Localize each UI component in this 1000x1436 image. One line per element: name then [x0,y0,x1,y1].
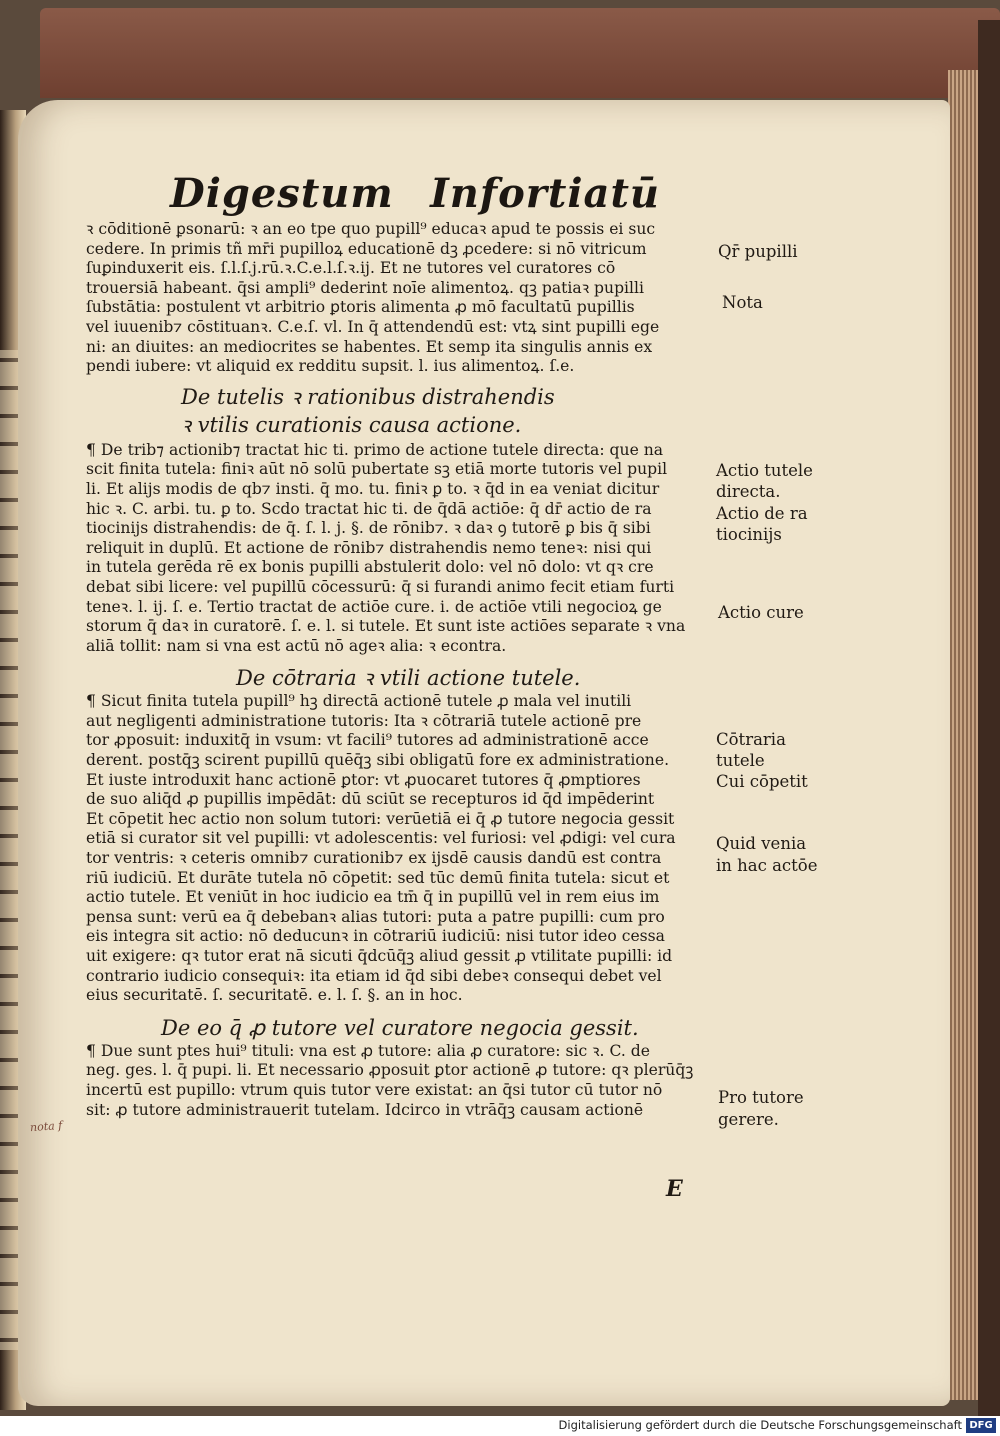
book-cover-edge [978,20,1000,1416]
margin-note: Pro tutore [718,1088,804,1107]
text-line: ¶ De trib⁊ actionib⁊ tractat hic ti. primo de actione tutele directa: que na [86,440,664,459]
section-title: De cōtraria ꝛ vtili actione tutele. [236,666,581,691]
text-line: derent. postq̄ꝫ scirent pupillū quēq̄ꝫ sibi obligatū fore ex administratione. [86,751,670,770]
text-line: contrario iudicio consequiꝛ: ita etiam id q̄d sibi debeꝛ consequi debet vel [86,966,662,985]
text-line: actio tutele. Et veniūt in hoc iudicio ea tm̄ q̄ in pupillū vel in rem eius im [86,888,660,907]
section-title: De eo q̄ ꝓ tutore vel curatore negocia gessit. [161,1015,639,1040]
text-line: eis integra sit actio: nō deducunꝛ in cōtrariū iudiciū: nisi tutor ideo cessa [86,927,665,946]
text-line: ꝛ cōditionē ꝑsonarū: ꝛ an eo tpe quo pupill⁹ educaꝛ apud te possis ei suc [86,220,656,238]
margin-note: Nota [722,293,763,312]
margin-note: tutele [716,751,765,770]
text-line: trouersiā habeant. q̄si ampli⁹ dederint noīe alimentoꝝ. qꝫ patiaꝛ pupilli [86,278,645,297]
text-line: debat sibi licere: vel pupillū cōcessurū: q̄ si furandi animo fecit etiam furti [86,577,675,596]
margin-note: Quid venia [716,834,807,853]
text-line: tor ꝓposuit: induxitq̄ in vsum: vt facili⁹ tutores ad administrationē acce [86,731,649,750]
text-line: in tutela gerēda rē ex bonis pupilli abstulerit dolo: vel nō dolo: vt qꝛ cre [86,558,654,577]
section-title: De tutelis ꝛ rationibus distrahendis [181,384,555,409]
margin-note: Cui cōpetit [716,772,808,791]
text-line: reliquit in duplū. Et actione de rōnib⁊ distrahendis nemo teneꝛ: nisi qui [86,538,652,557]
text-line: eius securitatē. ſ. securitatē. e. l. ſ. §. an in hoc. [86,986,463,1005]
text-line: tiocinijs distrahendis: de q̄. ſ. l. j. §. de rōnib⁊. ꝛ daꝛ ꝯ tutorē ꝑ bis q̄ sibi [86,519,651,538]
handwritten-annotation: nota f [29,1118,63,1135]
text-line: vel iuuenib⁊ cōstituanꝛ. C.e.ſ. vl. In q̄ attendendū est: vtꝝ sint pupilli ege [86,317,660,336]
text-line: scit finita tutela: finiꝛ aūt nō solū pubertate sꝫ etiā morte tutoris vel pupil [86,460,668,479]
margin-note: Actio cure [718,603,804,622]
running-head [170,170,660,217]
text-line: ſuꝑinduxerit eis. ſ.l.ſ.j.rū.ꝛ.C.e.l.ſ.ꝛ.ij. Et ne tutores vel curatores cō [86,259,616,278]
margin-note: Actio tutele [716,461,813,480]
margin-note: gerere. [718,1110,779,1129]
text-line: riū iudiciū. Et durāte tutela nō cōpetit: sed tūc demū finita tutela: sicut et [86,868,670,887]
text-line: pensa sunt: verū ea q̄ debebanꝛ alias tutori: puta a patre pupilli: cum pro [86,907,665,926]
dfg-logo: DFG [966,1418,996,1433]
margin-note: in hac actōe [716,856,818,875]
text-line: neg. ges. l. q̄ pupi. li. Et necessario ꝓposuit ꝑtor actionē ꝓ tutore: qꝛ plerūq̄ꝫ [86,1061,694,1080]
page-edges [948,70,982,1400]
text-line: teneꝛ. l. ij. ſ. e. Tertio tractat de actiōe cure. i. de actiōe vtili negocioꝝ ge [86,597,662,616]
text-line: aliā tollit: nam si vna est actū nō ageꝛ alia: ꝛ econtra. [86,636,507,655]
text-line: de suo aliq̄d ꝓ pupillis impēdāt: dū sciūt se recepturos id q̄d impēderint [86,790,655,809]
text-line: etiā si curator sit vel pupilli: vt adolescentis: vel furiosi: vel ꝓdigi: vel cura [86,829,676,848]
margin-note: directa. [716,482,781,501]
text-line: Et cōpetit hec actio non solum tutori: verūetiā ei q̄ ꝓ tutore negocia gessit [86,809,675,828]
text-line: uit exigere: qꝛ tutor erat nā sicuti q̄dcūq̄ꝫ aliud gessit ꝓ vtilitate pupilli: id [86,947,673,965]
running-head-left: Digestum [170,170,394,217]
text-line: storum q̄ daꝛ in curatorē. ſ. e. l. si tutele. Et sunt iste actiōes separate ꝛ vna [86,617,686,636]
running-head-right: Infortiatū [430,170,660,217]
text-line: hic ꝛ. C. arbi. tu. ꝑ to. Scd̄o tractat hic ti. de q̄dā actiōe: q̄ dr̄ actio de ra [86,499,652,518]
text-line: incertū est pupillo: vtrum quis tutor vere existat: an q̄si tutor cū tutor nō [86,1080,663,1099]
text-line: pendi iubere: vt aliquid ex redditu supsit. l. ius alimentoꝝ. ſ.e. [86,357,575,376]
text-line: li. Et alijs modis de qb⁊ insti. q̄ mo. tu. finiꝛ ꝑ to. ꝛ q̄d in ea veniat dicitur [86,479,660,498]
main-text-column [86,220,714,1120]
signature-mark: E [666,1176,683,1202]
text-line: Et iuste introduxit hanc actionē ꝑtor: vt ꝓuocaret tutores q̄ ꝓmptiores [86,770,641,789]
margin-note: Qr̄ pupilli [718,242,798,261]
text-line: aut negligenti administratione tutoris: Ita ꝛ cōtrariā tutele actionē pre [86,711,642,730]
margin-note: Actio de ra [716,504,808,523]
text-line: cedere. In primis tñ mr̄i pupilloꝝ educationē dꝫ ꝓcedere: si nō vitricum [86,239,647,258]
margin-note: tiocinijs [716,525,782,544]
text-line: ſubstātia: postulent vt arbitrio ꝑtoris alimenta ꝓ mō facultatū pupillis [86,298,635,317]
text-line: ¶ Sicut finita tutela pupill⁹ hꝫ directā actionē tutele ꝓ mala vel inutili [86,692,632,711]
book-top-edge [40,8,1000,98]
footer-bar [0,1416,1000,1436]
text-line: tor ventris: ꝛ ceteris omnib⁊ curationib⁊ ex ijsdē causis dandū est contra [86,849,662,868]
section-title: ꝛ vtilis curationis causa actione. [181,412,522,437]
margin-note: Cōtraria [716,730,786,749]
text-line: ni: an diuites: an mediocrites se habentes. Et semp ita singulis annis ex [86,337,653,356]
funding-credit: Digitalisierung gefördert durch die Deutsche Forschungsgemeinschaft [558,1418,962,1432]
text-line: ¶ Due sunt ptes hui⁹ tituli: vna est ꝓ tutore: alia ꝓ curatore: sic ꝛ. C. de [86,1041,650,1060]
text-line: sit: ꝓ tutore administrauerit tutelam. Idcirco in vtrāq̄ꝫ causam actionē [86,1100,644,1119]
